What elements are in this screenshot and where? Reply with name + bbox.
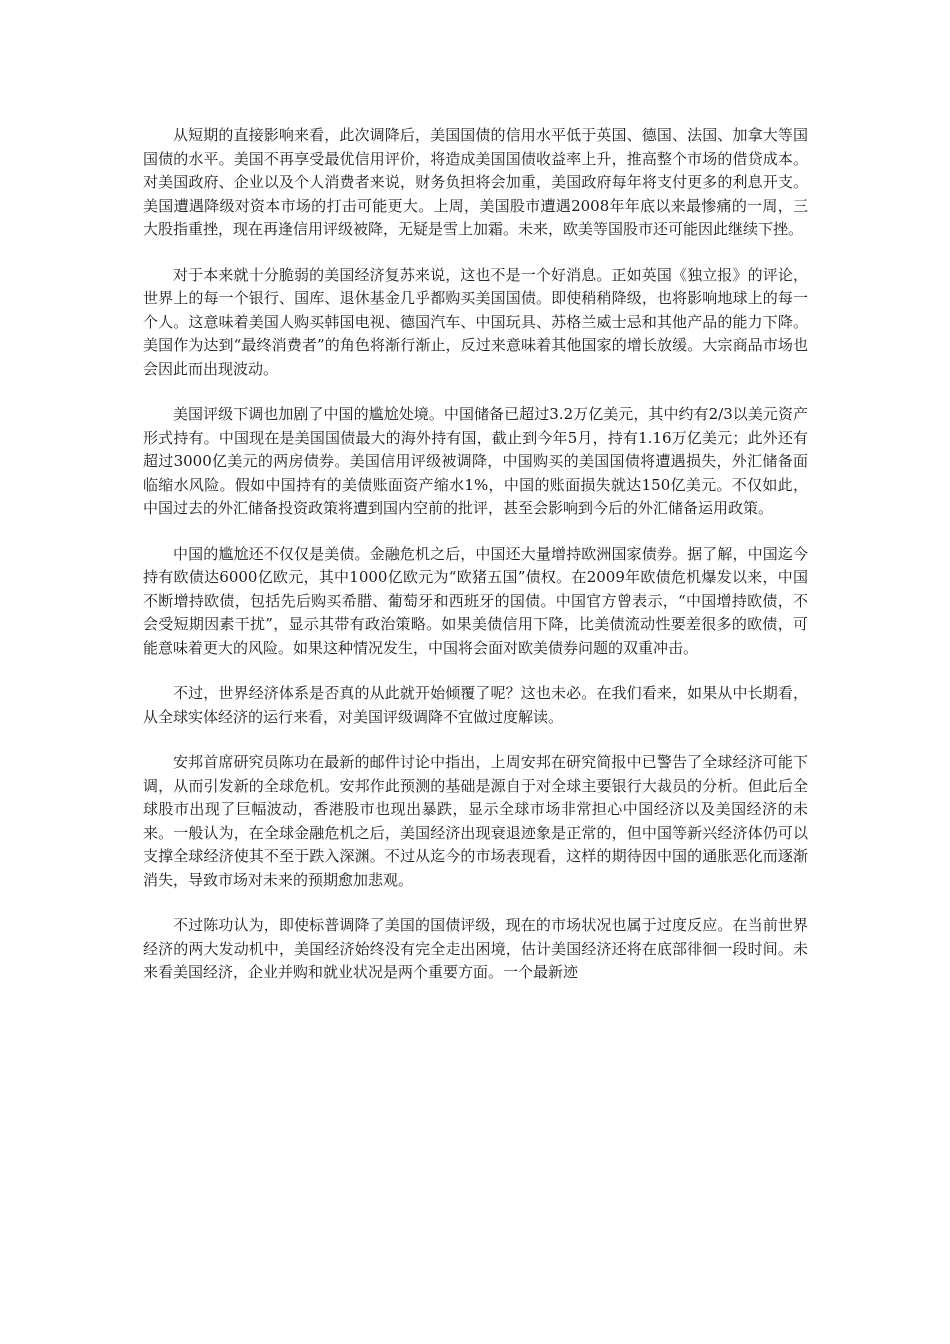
paragraph-1: 从短期的直接影响来看，此次调降后，美国国债的信用水平低于英国、德国、法国、加拿大等国国债的水平。美国不再享受最优信用评价，将造成美国国债收益率上升，推高整个市场的借贷成本。对美国政府、企业以及个人消费者来说，财务负担将会加重，美国政府每年将支付更多的利息开支。美国遭遇降级对资本市场的打击可能更大。上周，美国股市遭遇2008年年底以来最惨痛的一周，三大股指重挫，现在再逢信用评级被降，无疑是雪上加霜。未来，欧美等国股市还可能因此继续下挫。 [143,126,808,238]
paragraph-3: 美国评级下调也加剧了中国的尴尬处境。中国储备已超过3.2万亿美元，其中约有2/3以美元资产形式持有。中国现在是美国国债最大的海外持有国，截止到今年5月，持有1.16万亿美元；此外还有超过3000亿美元的两房债券。美国信用评级被调降，中国购买的美国国债将遭遇损失，外汇储备面临缩水风险。假如中国持有的美债账面资产缩水1%，中国的账面损失就达150亿美元。不仅如此，中国过去的外汇储备投资政策将遭到国内空前的批评，甚至会影响到今后的外汇储备运用政策。 [143,405,808,517]
paragraph-4: 中国的尴尬还不仅仅是美债。金融危机之后，中国还大量增持欧洲国家债券。据了解，中国迄今持有欧债达6000亿欧元，其中1000亿欧元为“欧猪五国”债权。在2009年欧债危机爆发以来，中国不断增持欧债，包括先后购买希腊、葡萄牙和西班牙的国债。中国官方曾表示，“中国增持欧债，不会受短期因素干扰”，显示其带有政治策略。如果美债信用下降，比美债流动性要差很多的欧债，可能意味着更大的风险。如果这种情况发生，中国将会面对欧美债券问题的双重冲击。 [143,544,808,657]
paragraph-6: 安邦首席研究员陈功在最新的邮件讨论中指出，上周安邦在研究简报中已警告了全球经济可能下调，从而引发新的全球危机。安邦作此预测的基础是源自于对全球主要银行大裁员的分析。但此后全球股市出现了巨幅波动，香港股市也现出暴跌，显示全球市场非常担心中国经济以及美国经济的未来。一般认为，在全球金融危机之后，美国经济出现衰退迹象是正常的，但中国等新兴经济体仍可以支撑全球经济使其不至于跌入深渊。不过从迄今的市场表现看，这样的期待因中国的通胀恶化而逐渐消失，导致市场对未来的预期愈加悲观。 [143,753,808,889]
paragraph-2: 对于本来就十分脆弱的美国经济复苏来说，这也不是一个好消息。正如英国《独立报》的评论，世界上的每一个银行、国库、退休基金几乎都购买美国国债。即使稍稍降级，也将影响地球上的每一个人。这意味着美国人购买韩国电视、德国汽车、中国玩具、苏格兰威士忌和其他产品的能力下降。美国作为达到“最终消费者”的角色将渐行渐止，反过来意味着其他国家的增长放缓。大宗商品市场也会因此而出现波动。 [143,265,808,378]
paragraph-5: 不过，世界经济体系是否真的从此就开始倾覆了呢？这也未必。在我们看来，如果从中长期看，从全球实体经济的运行来看，对美国评级调降不宜做过度解读。 [143,684,808,726]
article-body [143,124,808,1007]
paragraph-7: 不过陈功认为，即使标普调降了美国的国债评级，现在的市场状况也属于过度反应。在当前世界经济的两大发动机中，美国经济始终没有完全走出困境，估计美国经济还将在底部徘徊一段时间。未来看美国经济，企业并购和就业状况是两个重要方面。一个最新迹 [143,916,808,981]
